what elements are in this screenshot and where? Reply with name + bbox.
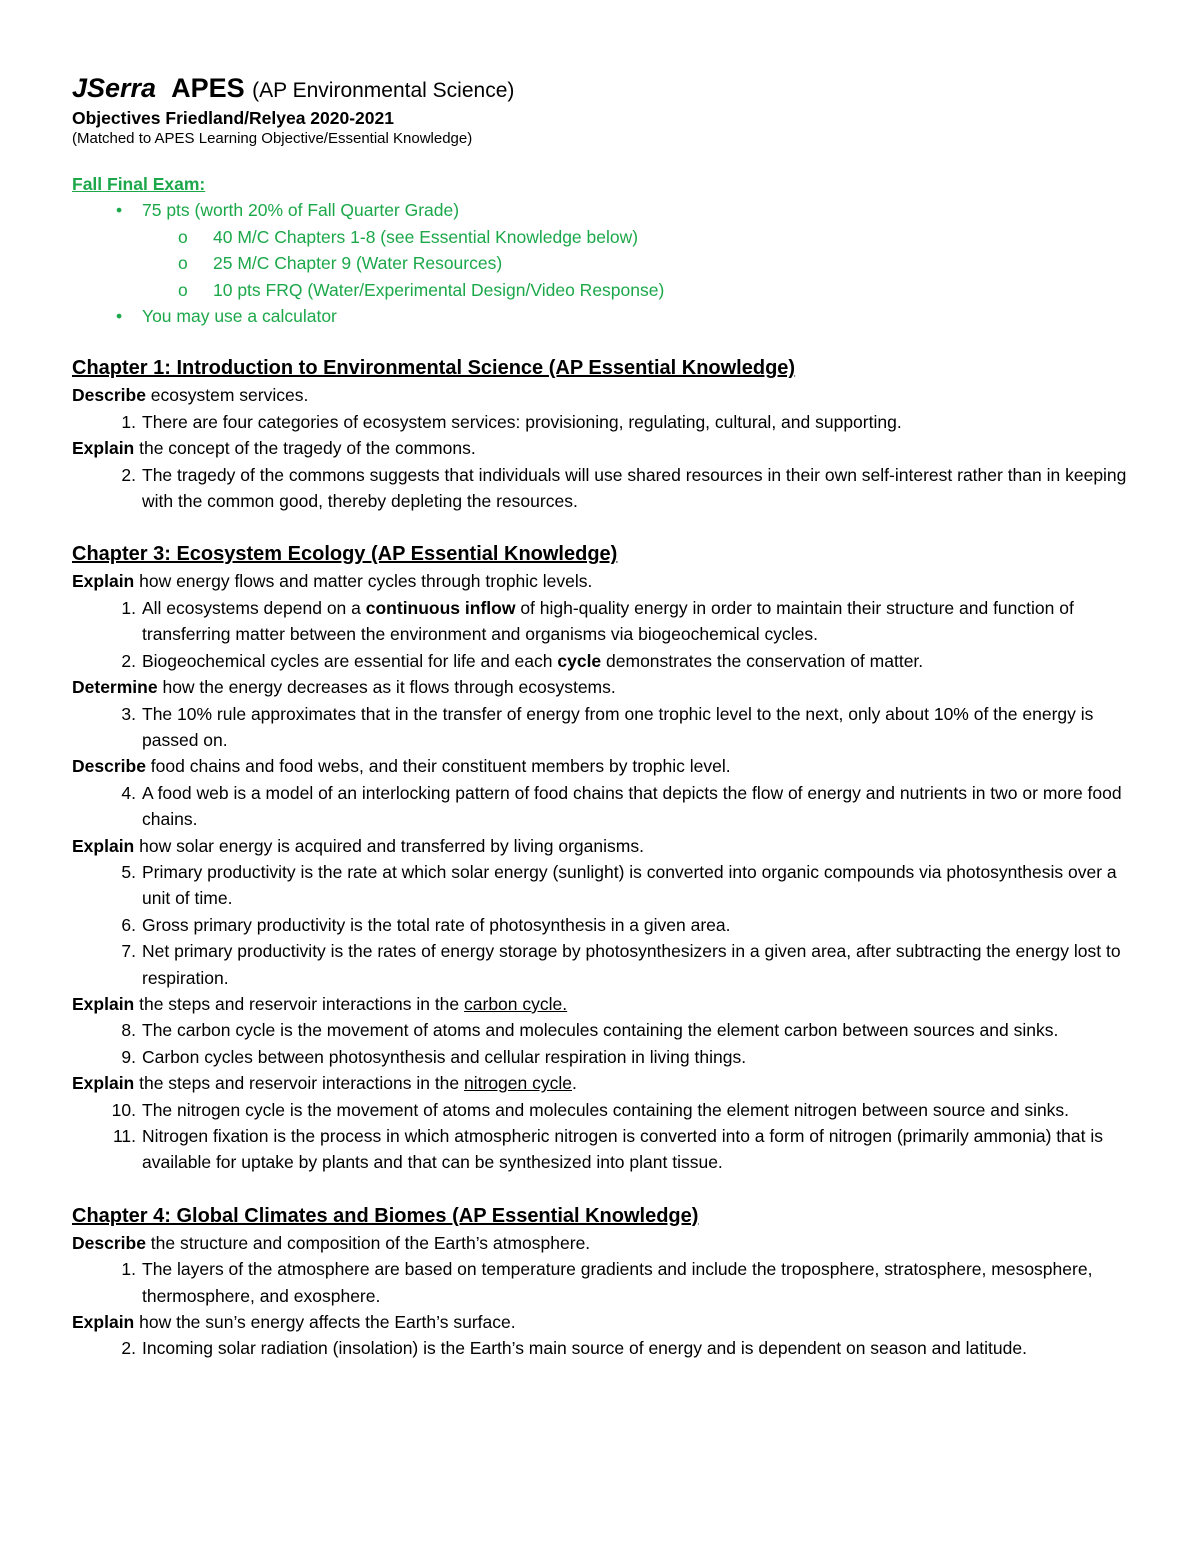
exam-bullet-text: You may use a calculator bbox=[142, 306, 337, 327]
objective-verb: Explain bbox=[72, 1312, 135, 1333]
item-text: Biogeochemical cycles are essential for life and each bbox=[142, 650, 558, 671]
objective bbox=[72, 1070, 1132, 1096]
exam-bullet bbox=[72, 197, 1132, 223]
item-text: The tragedy of the commons suggests that individuals will use shared resources in their own self-interest rather than in keeping with the common good, thereby depleting the resources. bbox=[142, 464, 1127, 512]
knowledge-item bbox=[72, 780, 1132, 833]
item-number: 1. bbox=[121, 1259, 136, 1280]
title-brand: JSerra bbox=[72, 73, 157, 103]
bullet-circle-icon: o bbox=[178, 279, 188, 300]
objective-text: the steps and reservoir interactions in the bbox=[134, 993, 465, 1014]
title-course-full: (AP Environmental Science) bbox=[252, 79, 515, 102]
objective-text: ecosystem services. bbox=[145, 385, 309, 406]
objective-text: food chains and food webs, and their constituent members by trophic level. bbox=[145, 756, 731, 777]
objective bbox=[72, 753, 1132, 779]
title-course: APES bbox=[171, 73, 245, 103]
item-text: demonstrates the conservation of matter. bbox=[601, 650, 924, 671]
item-text: Net primary productivity is the rates of energy storage by photosynthesizers in a given area, after subtracting the energy lost to respiration. bbox=[142, 941, 1121, 988]
bullet-dot-icon: • bbox=[116, 306, 123, 327]
item-text: of high-quality energy in order to maintain their structure and function of transferring matter between the environment and organisms via biogeochemical cycles. bbox=[142, 597, 1074, 645]
knowledge-item bbox=[72, 595, 1132, 648]
carbon-cycle-term: carbon cycle. bbox=[464, 993, 568, 1014]
item-text: The 10% rule approximates that in the transfer of energy from one trophic level to the next, only about 10% of the energy is passed on. bbox=[142, 703, 1094, 750]
knowledge-item bbox=[72, 701, 1132, 754]
item-number: 8. bbox=[121, 1020, 136, 1041]
item-text: The nitrogen cycle is the movement of atoms and molecules containing the element nitrogen between source and sinks. bbox=[142, 1099, 1070, 1120]
objective-verb: Describe bbox=[72, 756, 146, 777]
item-text: The carbon cycle is the movement of atoms and molecules containing the element carbon between sources and sinks. bbox=[142, 1020, 1059, 1041]
document-title bbox=[72, 72, 1132, 107]
exam-sub-bullet bbox=[72, 224, 1132, 250]
exam-sub-text: 25 M/C Chapter 9 (Water Resources) bbox=[213, 253, 503, 274]
item-number: 10. bbox=[111, 1099, 136, 1120]
item-text: Primary productivity is the rate at which solar energy (sunlight) is converted into organic compounds via photosynthesis over a unit of time. bbox=[142, 861, 1117, 909]
item-number: 11. bbox=[112, 1126, 136, 1146]
item-text: Gross primary productivity is the total rate of photosynthesis in a given area. bbox=[142, 914, 731, 935]
item-number: 2. bbox=[121, 464, 136, 485]
item-number: 5. bbox=[121, 861, 136, 882]
exam-sub-bullet bbox=[72, 250, 1132, 276]
item-number: 3. bbox=[121, 703, 136, 724]
item-text: Carbon cycles between photosynthesis and cellular respiration in living things. bbox=[142, 1046, 747, 1067]
objective-text: . bbox=[572, 1073, 577, 1094]
objective-verb: Describe bbox=[72, 1232, 146, 1253]
item-number: 9. bbox=[121, 1046, 136, 1067]
document-note: (Matched to APES Learning Objective/Essential Knowledge) bbox=[72, 130, 473, 147]
objective-text: the steps and reservoir interactions in the bbox=[134, 1073, 465, 1094]
item-text: Nitrogen fixation is the process in which atmospheric nitrogen is converted into a form of nitrogen (primarily ammonia) that is available for uptake by plants and that can be synthesized into plant tissue. bbox=[142, 1126, 1103, 1173]
item-number: 1. bbox=[121, 411, 136, 432]
objective-verb: Explain bbox=[72, 1073, 135, 1094]
objective-verb: Explain bbox=[72, 993, 135, 1014]
item-number: 1. bbox=[121, 597, 136, 618]
exam-bullet bbox=[72, 303, 1132, 329]
exam-sub-bullet bbox=[72, 277, 1132, 303]
bullet-circle-icon: o bbox=[178, 253, 188, 274]
knowledge-item bbox=[72, 912, 1132, 938]
nitrogen-cycle-term: nitrogen cycle bbox=[464, 1073, 572, 1094]
item-number: 7. bbox=[121, 941, 136, 962]
objective-verb: Explain bbox=[72, 438, 135, 459]
objective bbox=[72, 382, 1132, 408]
objective bbox=[72, 568, 1132, 594]
item-emphasis: cycle bbox=[557, 650, 602, 671]
bullet-circle-icon: o bbox=[178, 226, 188, 247]
exam-heading: Fall Final Exam: bbox=[72, 174, 206, 194]
objective-text: how energy flows and matter cycles through trophic levels. bbox=[134, 571, 593, 592]
document-page bbox=[72, 72, 1132, 1362]
objective bbox=[72, 1230, 1132, 1256]
knowledge-item bbox=[72, 1123, 1132, 1176]
objective bbox=[72, 1309, 1132, 1335]
item-text: A food web is a model of an interlocking pattern of food chains that depicts the flow of energy and nutrients in two or more food chains. bbox=[142, 782, 1122, 830]
item-number: 4. bbox=[121, 782, 136, 803]
bullet-dot-icon: • bbox=[116, 200, 123, 221]
chapter-3-heading: Chapter 3: Ecosystem Ecology (AP Essential Knowledge) bbox=[72, 543, 618, 566]
knowledge-item bbox=[72, 648, 1132, 674]
knowledge-item bbox=[72, 1256, 1132, 1309]
item-number: 2. bbox=[121, 650, 136, 671]
knowledge-item bbox=[72, 938, 1132, 991]
objective-text: the concept of the tragedy of the commons. bbox=[134, 438, 476, 459]
knowledge-item bbox=[72, 462, 1132, 515]
knowledge-item bbox=[72, 1017, 1132, 1043]
objective-verb: Describe bbox=[72, 385, 146, 406]
exam-sub-text: 40 M/C Chapters 1-8 (see Essential Knowledge below) bbox=[213, 226, 639, 247]
exam-sub-text: 10 pts FRQ (Water/Experimental Design/Video Response) bbox=[213, 279, 665, 300]
item-text: The layers of the atmosphere are based on temperature gradients and include the troposphere, stratosphere, mesosphere, thermosphere, and exosphere. bbox=[142, 1259, 1093, 1306]
item-number: 2. bbox=[121, 1338, 136, 1359]
objective bbox=[72, 674, 1132, 700]
item-text: All ecosystems depend on a bbox=[142, 597, 366, 618]
objective-verb: Determine bbox=[72, 677, 158, 698]
knowledge-item bbox=[72, 409, 1132, 435]
knowledge-item bbox=[72, 859, 1132, 912]
objective-text: how solar energy is acquired and transferred by living organisms. bbox=[134, 835, 644, 856]
item-emphasis: continuous inflow bbox=[365, 597, 516, 618]
item-text: There are four categories of ecosystem services: provisioning, regulating, cultural, and supporting. bbox=[142, 411, 902, 432]
objective-verb: Explain bbox=[72, 835, 135, 856]
knowledge-item bbox=[72, 1335, 1132, 1361]
objective-verb: Explain bbox=[72, 571, 135, 592]
knowledge-item bbox=[72, 1097, 1132, 1123]
chapter-1-heading: Chapter 1: Introduction to Environmental Science (AP Essential Knowledge) bbox=[72, 357, 796, 380]
item-number: 6. bbox=[121, 914, 136, 935]
objective-text: the structure and composition of the Earth’s atmosphere. bbox=[145, 1232, 591, 1253]
document-subtitle: Objectives Friedland/Relyea 2020-2021 bbox=[72, 108, 394, 128]
objective-text: how the energy decreases as it flows through ecosystems. bbox=[157, 677, 616, 698]
knowledge-item bbox=[72, 1044, 1132, 1070]
objective-text: how the sun’s energy affects the Earth’s surface. bbox=[134, 1312, 516, 1333]
objective bbox=[72, 991, 1132, 1017]
objective bbox=[72, 833, 1132, 859]
objective bbox=[72, 435, 1132, 461]
exam-bullet-text: 75 pts (worth 20% of Fall Quarter Grade) bbox=[142, 200, 460, 221]
chapter-4-heading: Chapter 4: Global Climates and Biomes (AP Essential Knowledge) bbox=[72, 1204, 699, 1227]
item-text: Incoming solar radiation (insolation) is the Earth’s main source of energy and is dependent on season and latitude. bbox=[142, 1338, 1027, 1359]
